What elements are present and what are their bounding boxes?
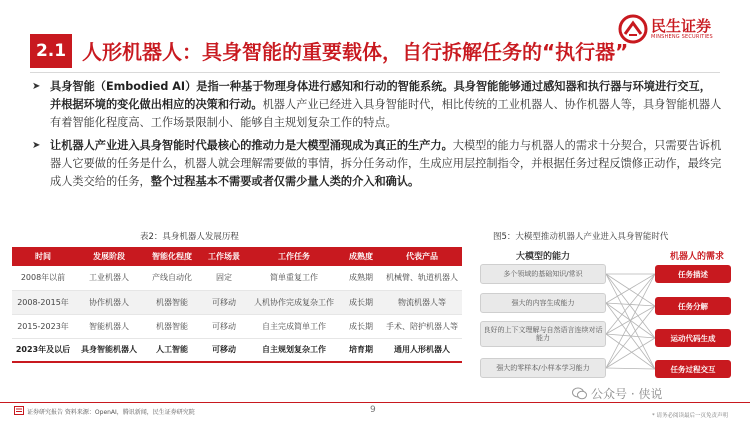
- bullet-text: 大模型的能力与机器人的需求十分契合，只需要告诉机器人它要做的任务是什么，机器人就会理解需要做的事情，拆分任务动作，生成应用层控制指令，并根据任务过程反馈修正动作，最终完成人类交给的任务，: [50, 138, 722, 189]
- footer: [0, 402, 750, 421]
- capability-box: 强大的内容生成能力: [480, 293, 606, 313]
- watermark: [572, 385, 662, 402]
- table-header-cell: 时间: [12, 247, 74, 266]
- table-cell: 成熟期: [340, 266, 382, 290]
- table-cell: 人机协作完成复杂工作: [248, 290, 340, 314]
- table-cell: 可移动: [200, 290, 248, 314]
- capability-box: 多个领域的基础知识/常识: [480, 264, 606, 284]
- bullet-bold-text: 具身智能（Embodied AI）是指一种基于物理身体进行感知和行动的智能系统。具身智能能够通过感知器和执行器与环境进行交互，并根据环境的变化做出相应的决策和行动。: [50, 80, 711, 112]
- table-header-cell: 发展阶段: [74, 247, 144, 266]
- brand-logo: [618, 14, 738, 46]
- table-cell: 机器智能: [144, 314, 200, 338]
- table-cell: 成长期: [340, 290, 382, 314]
- section-number-badge: 2.1: [30, 34, 72, 68]
- capabilities-title: 大模型的能力: [516, 252, 571, 262]
- watermark-text: 公众号 · 侠说: [591, 387, 663, 401]
- table-row: [12, 314, 462, 338]
- table-cell: 手术、陪护机器人等: [382, 314, 462, 338]
- table-cell: 机器智能: [144, 290, 200, 314]
- table-cell: 自主规划复杂工作: [248, 338, 340, 362]
- logo-text-en: MINSHENG SECURITIES: [651, 34, 713, 40]
- table-cell: 人工智能: [144, 338, 200, 362]
- table-cell: 协作机器人: [74, 290, 144, 314]
- need-box: 任务过程交互: [655, 360, 731, 378]
- need-box: 任务描述: [655, 265, 731, 283]
- table-cell: 成长期: [340, 314, 382, 338]
- report-icon: [14, 406, 24, 415]
- bullet-item: [32, 137, 722, 192]
- table-cell: 可移动: [200, 314, 248, 338]
- logo-text-cn: 民生证券: [651, 17, 712, 35]
- table-cell: 机械臂、轨道机器人: [382, 266, 462, 290]
- table-cell: 具身智能机器人: [74, 338, 144, 362]
- table-row: [12, 290, 462, 314]
- development-table: [12, 247, 462, 363]
- bullet-text: 机器人产业已经进入具身智能时代，相比传统的工业机器人、协作机器人等，具身智能机器人有着智能化程度高、工作场景限制小、能够自主规划复杂工作的特点。: [50, 98, 722, 130]
- table-cell: 简单重复工作: [248, 266, 340, 290]
- bullet-item: [32, 78, 722, 133]
- title-divider: [30, 72, 720, 73]
- table-caption: 表2：具身机器人发展历程: [140, 232, 239, 242]
- chevron-right-icon: ➤: [32, 81, 41, 92]
- chevron-right-icon: ➤: [32, 139, 41, 151]
- table-header-cell: 成熟度: [340, 247, 382, 266]
- table-cell: 2023年及以后: [12, 338, 74, 362]
- page-number: 9: [370, 405, 376, 415]
- table-row-highlighted: [12, 338, 462, 362]
- capability-box: 良好的上下文理解与自然语言连续对话能力: [480, 321, 606, 347]
- table-header-cell: 智能化程度: [144, 247, 200, 266]
- page-title: 人形机器人：具身智能的重要载体，自行拆解任务的“执行器”: [82, 40, 629, 64]
- bullet-bold-text: 让机器人产业进入具身智能时代最核心的推动力是大模型涌现成为真正的生产力。: [50, 138, 453, 152]
- need-box: 运动代码生成: [655, 329, 731, 347]
- table-cell: 自主完成简单工作: [248, 314, 340, 338]
- table-header-row: [12, 247, 462, 266]
- table-row: [12, 266, 462, 290]
- needs-title: 机器人的需求: [670, 252, 725, 262]
- table-cell: 固定: [200, 266, 248, 290]
- table-cell: 2008年以前: [12, 266, 74, 290]
- table-cell: 产线自动化: [144, 266, 200, 290]
- table-cell: 物流机器人等: [382, 290, 462, 314]
- table-header-cell: 工作任务: [248, 247, 340, 266]
- table-header-cell: 工作场景: [200, 247, 248, 266]
- need-box: 任务分解: [655, 297, 731, 315]
- footer-source: 证券研究报告 资料来源：OpenAI，腾讯新闻，民生证券研究院: [27, 409, 195, 416]
- table-cell: 2015-2023年: [12, 314, 74, 338]
- logo-mark-icon: [618, 14, 648, 44]
- table-cell: 可移动: [200, 338, 248, 362]
- figure-caption: 图5：大模型推动机器人产业进入具身智能时代: [493, 232, 669, 242]
- bullet-bold-text: 整个过程基本不需要或者仅需少量人类的介入和确认。: [150, 175, 420, 189]
- capability-box: 强大的零样本/小样本学习能力: [480, 358, 606, 378]
- table-cell: 通用人形机器人: [382, 338, 462, 362]
- table-cell: 培育期: [340, 338, 382, 362]
- table-cell: 智能机器人: [74, 314, 144, 338]
- table-header-cell: 代表产品: [382, 247, 462, 266]
- table-cell: 2008-2015年: [12, 290, 74, 314]
- table-cell: 工业机器人: [74, 266, 144, 290]
- footer-divider: [0, 402, 750, 403]
- disclaimer-note: * 请务必阅读最后一页免责声明: [652, 413, 728, 419]
- bullet-list: [32, 78, 722, 195]
- wechat-icon: [572, 387, 587, 400]
